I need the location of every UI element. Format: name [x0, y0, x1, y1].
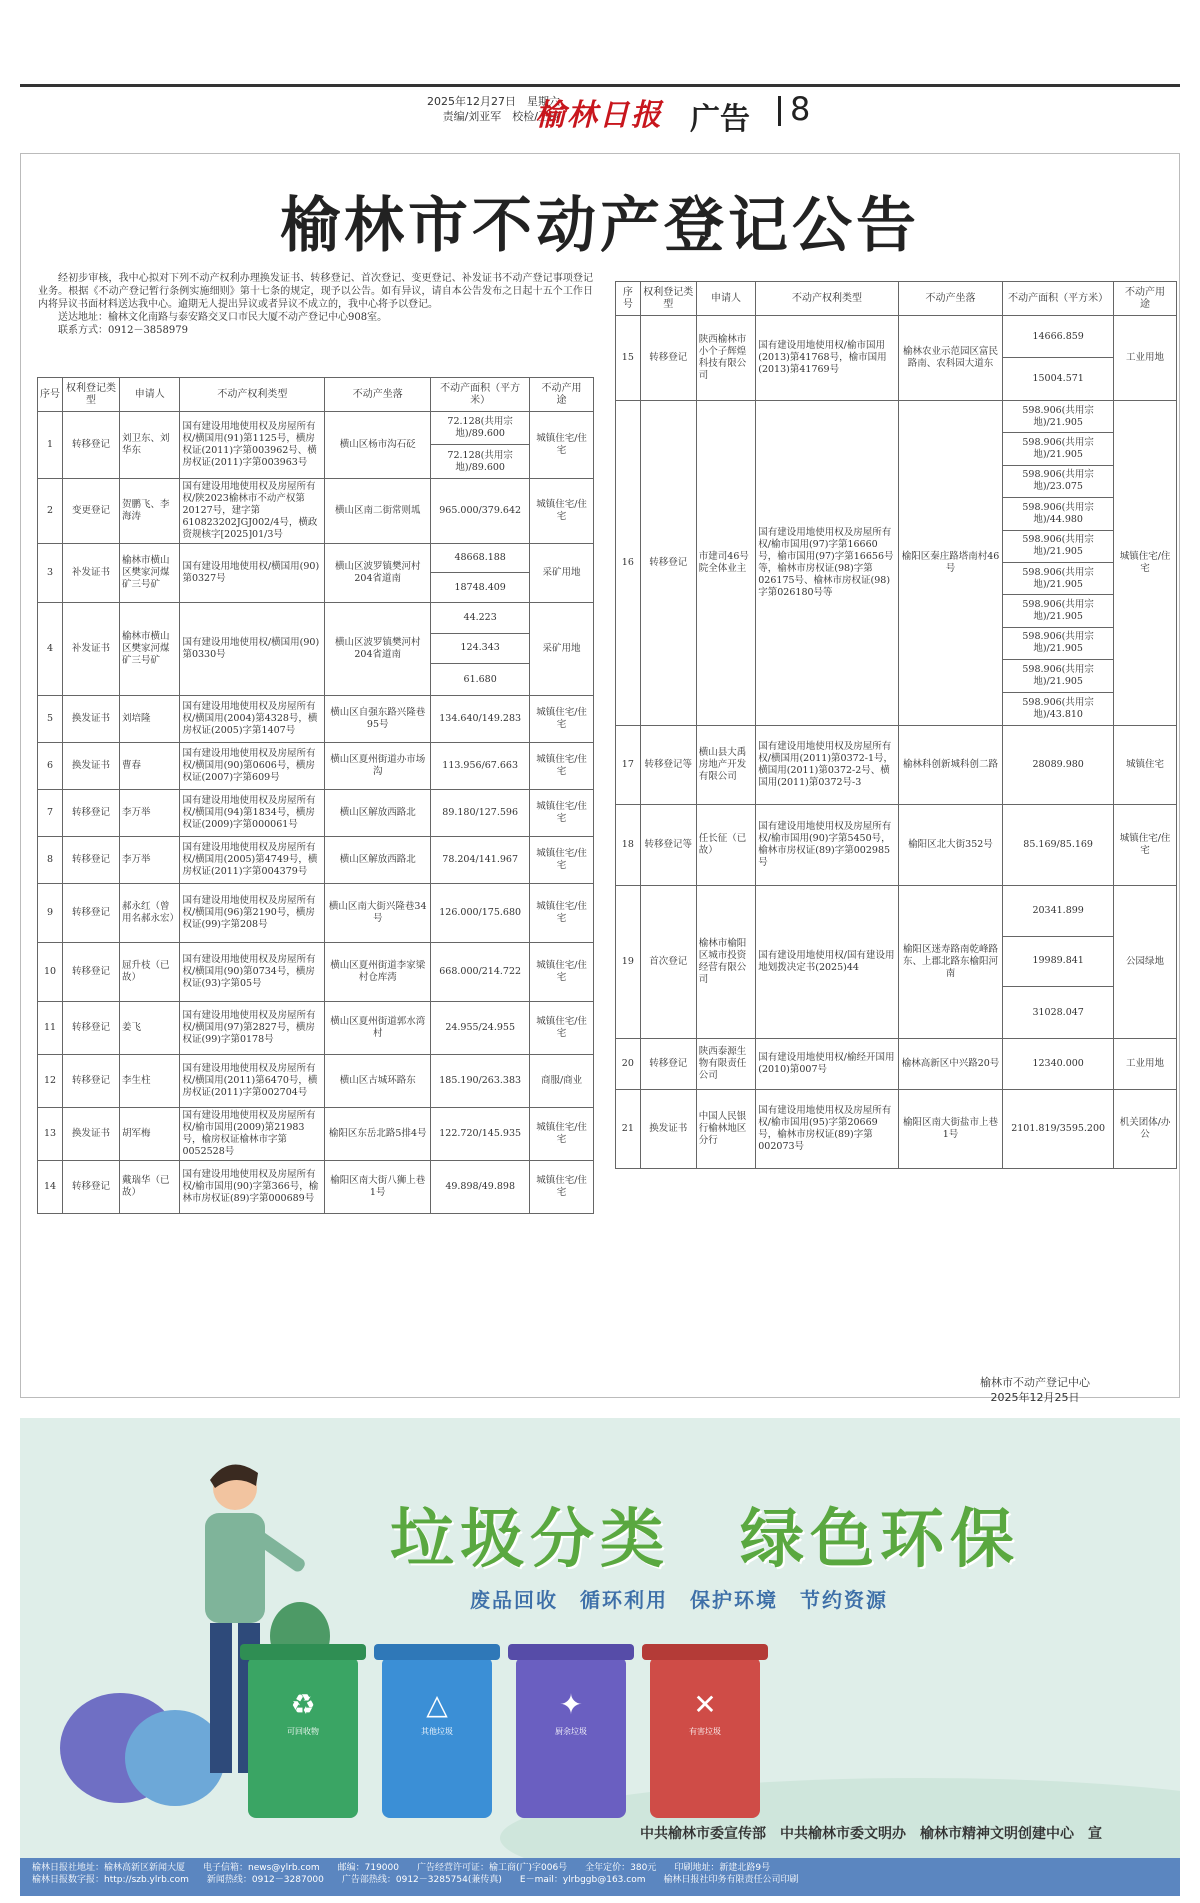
property-use: 城镇住宅/住宅 — [530, 742, 594, 789]
intro-contact: 联系方式：0912－3858979 — [58, 325, 188, 336]
right-type: 国有建设用地使用权及房屋所有权/横国用(94)第1834号，横房权证(2009)字第000061号 — [180, 789, 325, 836]
area-value: 24.955/24.955 — [445, 1021, 515, 1033]
registration-type: 转移登记 — [63, 789, 120, 836]
section-name: 广告 — [690, 102, 750, 137]
right-type: 国有建设用地使用权及房屋所有权/榆市国用(95)字第20669号，榆林市房权证(89)字第002073号 — [756, 1089, 899, 1168]
row-number: 5 — [38, 695, 63, 742]
applicant: 榆林市横山区樊家河煤矿三号矿 — [120, 544, 180, 603]
property-use: 城镇住宅/住宅 — [1114, 804, 1177, 885]
property-use: 城镇住宅/住宅 — [530, 883, 594, 942]
area-value: 18748.409 — [454, 581, 506, 593]
applicant: 李生柱 — [120, 1054, 180, 1107]
registration-type: 补发证书 — [63, 603, 120, 696]
table-row — [616, 804, 1177, 885]
row-number: 1 — [38, 412, 63, 479]
footer-line-1: 榆林日报社地址：榆林高新区新闻大厦 电子信箱：news@ylrb.com 邮编：719000 广告经营许可证：榆工商(广)字006号 全年定价：380元 印刷地址：新建北路9号 — [32, 1863, 771, 1873]
row-number: 17 — [616, 725, 641, 804]
page-number: 8 — [790, 90, 811, 128]
recycle-icon: ♻ — [290, 1688, 316, 1721]
applicant: 市建司46号院全体业主 — [696, 401, 755, 726]
top-rule — [20, 84, 1180, 87]
area-cell — [431, 742, 530, 789]
area-value: 12340.000 — [1032, 1057, 1084, 1069]
property-location: 横山区南大街兴隆巷34号 — [325, 883, 431, 942]
area-cell — [1003, 1038, 1114, 1089]
registration-type: 换发证书 — [63, 695, 120, 742]
registration-type: 换发证书 — [63, 742, 120, 789]
applicant: 中国人民银行榆林地区分行 — [696, 1089, 755, 1168]
area-cell — [431, 544, 530, 603]
property-use: 采矿用地 — [530, 603, 594, 696]
table-row — [38, 883, 594, 942]
column-header: 不动产用 途 — [530, 378, 594, 412]
property-location: 横山区南二街常则坬 — [325, 479, 431, 544]
applicant: 屈升枝（已故） — [120, 942, 180, 1001]
notice-title: 榆林市不动产登记公告 — [280, 191, 920, 261]
right-type: 国有建设用地使用权及房屋所有权/陕2023榆林市不动产权第20127号，建字第610823202JGJ002/4号，横政资规核字[2025]01/3号 — [180, 479, 325, 544]
area-cell — [431, 1054, 530, 1107]
area-value: 48668.188 — [431, 544, 529, 573]
table-row — [616, 401, 1177, 726]
newspaper-logo: 榆林日报 — [535, 98, 663, 133]
property-location: 榆阳区南大街八狮上巷1号 — [325, 1160, 431, 1213]
area-value: 122.720/145.935 — [439, 1127, 522, 1139]
area-value: 78.204/141.967 — [442, 853, 519, 865]
column-header: 不动产用 途 — [1114, 282, 1177, 316]
property-use: 城镇住宅/住宅 — [530, 789, 594, 836]
header-editor: 责编/刘亚军 校检/王涛 — [442, 110, 560, 123]
registration-type: 转移登记 — [63, 1001, 120, 1054]
area-cell — [431, 1160, 530, 1213]
area-value: 89.180/127.596 — [442, 806, 519, 818]
area-value: 598.906(共用宗地)/21.905 — [1003, 595, 1113, 627]
property-use: 机关团体/办公 — [1114, 1089, 1177, 1168]
area-value: 598.906(共用宗地)/44.980 — [1003, 498, 1113, 530]
registration-type: 转移登记 — [63, 412, 120, 479]
column-header: 权利登记类型 — [63, 378, 120, 412]
applicant: 姜飞 — [120, 1001, 180, 1054]
area-value: 28089.980 — [1032, 758, 1084, 770]
table-row — [38, 742, 594, 789]
property-use: 城镇住宅/住宅 — [530, 1001, 594, 1054]
area-value: 61.680 — [463, 673, 497, 685]
property-use: 城镇住宅/住宅 — [530, 1107, 594, 1160]
table-row — [38, 544, 594, 603]
area-cell — [431, 695, 530, 742]
applicant: 任长征（已故） — [696, 804, 755, 885]
area-cell — [431, 883, 530, 942]
registration-type: 换发证书 — [63, 1107, 120, 1160]
registry-table-left — [37, 377, 594, 1214]
area-value: 72.128(共用宗地)/89.600 — [431, 412, 529, 445]
applicant: 陕西泰源生物有限责任公司 — [696, 1038, 755, 1089]
other-waste-bin — [382, 1658, 492, 1818]
bin-label: 其他垃圾 — [421, 1727, 453, 1736]
applicant: 榆林市榆阳区城市投资经营有限公司 — [696, 885, 755, 1038]
bin-lid — [374, 1644, 500, 1660]
right-type: 国有建设用地使用权/横国用(90)第0330号 — [180, 603, 325, 696]
applicant: 刘培隆 — [120, 695, 180, 742]
area-value: 668.000/214.722 — [439, 965, 522, 977]
property-use: 城镇住宅/住宅 — [1114, 401, 1177, 726]
area-value: 14666.859 — [1003, 316, 1113, 358]
area-value: 598.906(共用宗地)/43.810 — [1022, 696, 1094, 720]
property-location: 横山区古城环路东 — [325, 1054, 431, 1107]
right-type: 国有建设用地使用权及房屋所有权/横国用(90)第0734号，横房权证(93)字第05号 — [180, 942, 325, 1001]
column-header: 序号 — [38, 378, 63, 412]
applicant: 曹春 — [120, 742, 180, 789]
registration-type: 变更登记 — [63, 479, 120, 544]
table-row — [616, 885, 1177, 1038]
row-number: 20 — [616, 1038, 641, 1089]
column-header: 不动产坐落 — [898, 282, 1002, 316]
property-use: 城镇住宅/住宅 — [530, 412, 594, 479]
header-divider — [778, 96, 781, 126]
area-cell — [1003, 401, 1114, 726]
area-cell — [1003, 885, 1114, 1038]
applicant: 贺鹏飞、李海涛 — [120, 479, 180, 544]
right-type: 国有建设用地使用权及房屋所有权/横国用(91)第1125号，横房权证(2011)字第003962号、横房权证(2011)字第003963号 — [180, 412, 325, 479]
area-value: 85.169/85.169 — [1023, 838, 1093, 850]
ad-sponsors: 中共榆林市委宣传部 中共榆林市委文明办 榆林市精神文明创建中心 宣 — [640, 1826, 1102, 1842]
registration-type: 转移登记 — [63, 942, 120, 1001]
table-row — [38, 942, 594, 1001]
area-cell — [1003, 1089, 1114, 1168]
area-value: 44.223 — [431, 603, 529, 634]
area-value: 598.906(共用宗地)/21.905 — [1003, 563, 1113, 595]
property-location: 横山区夏州街道李家梁村仓库湾 — [325, 942, 431, 1001]
property-location: 横山区夏州街道郭水湾村 — [325, 1001, 431, 1054]
property-use: 城镇住宅/住宅 — [530, 942, 594, 1001]
row-number: 8 — [38, 836, 63, 883]
footer-line-2: 榆林日报数字报：http://szb.ylrb.com 新闻热线：0912－3287000 广告部热线：0912－3285754(兼传真) E－mail：ylrbggb@163.com 榆林日报社印务有限责任公司印刷 — [32, 1875, 799, 1885]
fish-bone-icon: ✦ — [559, 1688, 583, 1721]
column-header: 不动产面积（平方米） — [1003, 282, 1114, 316]
applicant: 李万举 — [120, 789, 180, 836]
applicant: 李万举 — [120, 836, 180, 883]
row-number: 18 — [616, 804, 641, 885]
table-row — [38, 479, 594, 544]
ad-headline: 垃圾分类 绿色环保 — [390, 1503, 1020, 1577]
area-value: 31028.047 — [1032, 1006, 1084, 1018]
row-number: 10 — [38, 942, 63, 1001]
property-use: 工业用地 — [1114, 1038, 1177, 1089]
right-type: 国有建设用地使用权及房屋所有权/横国用(2011)第6470号，横房权证(2011)字第002704号 — [180, 1054, 325, 1107]
table-row — [38, 412, 594, 479]
area-cell — [431, 412, 530, 479]
applicant: 榆林市横山区樊家河煤矿三号矿 — [120, 603, 180, 696]
property-use: 商服/商业 — [530, 1054, 594, 1107]
notice-signature — [930, 1375, 1140, 1405]
area-cell — [431, 479, 530, 544]
page-header — [20, 90, 1180, 137]
applicant: 郝永红（曾用名郝永宏） — [120, 883, 180, 942]
registration-type: 转移登记 — [63, 1160, 120, 1213]
row-number: 21 — [616, 1089, 641, 1168]
row-number: 19 — [616, 885, 641, 1038]
property-use: 城镇住宅/住宅 — [530, 479, 594, 544]
right-type: 国有建设用地使用权/国有建设用地划拨决定书(2025)44 — [756, 885, 899, 1038]
property-location: 横山区杨市沟石砭 — [325, 412, 431, 479]
row-number: 14 — [38, 1160, 63, 1213]
applicant: 胡军梅 — [120, 1107, 180, 1160]
table-row — [616, 1038, 1177, 1089]
column-header: 申请人 — [696, 282, 755, 316]
property-location: 横山区自强东路兴隆巷95号 — [325, 695, 431, 742]
property-use: 工业用地 — [1114, 316, 1177, 401]
area-value: 598.906(共用宗地)/21.905 — [1003, 628, 1113, 660]
signature-date: 2025年12月25日 — [990, 1391, 1080, 1404]
property-location: 榆阳区南大街盐市上巷1号 — [898, 1089, 1002, 1168]
table-row — [38, 1001, 594, 1054]
column-header: 不动产坐落 — [325, 378, 431, 412]
property-location: 横山区波罗镇樊河村204省道南 — [325, 603, 431, 696]
area-value: 15004.571 — [1032, 373, 1084, 384]
bin-lid — [508, 1644, 634, 1660]
column-header: 序号 — [616, 282, 641, 316]
table-header-row — [38, 378, 594, 412]
area-cell — [431, 942, 530, 1001]
property-location: 榆林高新区中兴路20号 — [898, 1038, 1002, 1089]
applicant: 横山县大禹房地产开发有限公司 — [696, 725, 755, 804]
public-service-ad — [20, 1418, 1180, 1858]
area-value: 134.640/149.283 — [439, 712, 522, 724]
registration-type: 转移登记 — [640, 1038, 696, 1089]
property-location: 榆阳区东岳北路5排4号 — [325, 1107, 431, 1160]
area-value: 2101.819/3595.200 — [1011, 1122, 1106, 1134]
right-type: 国有建设用地使用权/榆经开国用(2010)第007号 — [756, 1038, 899, 1089]
property-location: 横山区夏州街道办市场沟 — [325, 742, 431, 789]
bin-label: 可回收物 — [287, 1727, 319, 1736]
column-header: 申请人 — [120, 378, 180, 412]
right-type: 国有建设用地使用权/榆市国用(2013)第41768号，榆市国用(2013)第41769号 — [756, 316, 899, 401]
table-row — [38, 836, 594, 883]
row-number: 3 — [38, 544, 63, 603]
other-waste-icon: △ — [426, 1688, 448, 1721]
right-type: 国有建设用地使用权及房屋所有权/横国用(97)第2827号，横房权证(99)字第0178号 — [180, 1001, 325, 1054]
area-value: 20341.899 — [1003, 886, 1113, 937]
table-row — [38, 603, 594, 696]
recyclable-bin — [248, 1658, 358, 1818]
registration-type: 补发证书 — [63, 544, 120, 603]
property-location: 横山区解放西路北 — [325, 789, 431, 836]
property-use: 公园绿地 — [1114, 885, 1177, 1038]
header-meta — [370, 94, 560, 124]
applicant: 戴瑞华（已故） — [120, 1160, 180, 1213]
column-header: 不动产权利类型 — [756, 282, 899, 316]
row-number: 7 — [38, 789, 63, 836]
bin-lid — [642, 1644, 768, 1660]
area-value: 598.906(共用宗地)/21.905 — [1003, 401, 1113, 433]
row-number: 15 — [616, 316, 641, 401]
right-type: 国有建设用地使用权及房屋所有权/榆市国用(90)字第366号，榆林市房权证(89)字第000689号 — [180, 1160, 325, 1213]
area-cell — [431, 836, 530, 883]
area-value: 113.956/67.663 — [442, 759, 519, 771]
property-location: 横山区解放西路北 — [325, 836, 431, 883]
signature-org: 榆林市不动产登记中心 — [980, 1376, 1090, 1389]
page-footer — [20, 1858, 1180, 1896]
area-cell — [431, 603, 530, 696]
registry-table-right — [615, 281, 1177, 1169]
registration-type: 转移登记 — [640, 401, 696, 726]
row-number: 11 — [38, 1001, 63, 1054]
property-location: 榆阳区北大街352号 — [898, 804, 1002, 885]
right-type: 国有建设用地使用权及房屋所有权/横国用(90)第0606号，横房权证(2007)字第609号 — [180, 742, 325, 789]
row-number: 2 — [38, 479, 63, 544]
area-value: 598.906(共用宗地)/21.905 — [1003, 660, 1113, 692]
row-number: 12 — [38, 1054, 63, 1107]
property-location: 榆阳区迷寿路南乾峰路东、上郡北路东榆阳河南 — [898, 885, 1002, 1038]
intro-paragraph: 经初步审核，我中心拟对下列不动产权利办理换发证书、转移登记、首次登记、变更登记、补发证书不动产登记事项登记业务。根据《不动产登记暂行条例实施细则》第十七条的规定，现予以公告。如有异议，请自本公告发布之日起十五个工作日内将异议书面材料送达我中心。逾期无人提出异议或者异议不成立的，我中心将予以登记。 — [38, 273, 593, 310]
right-type: 国有建设用地使用权及房屋所有权/横国用(96)第2190号，横房权证(99)字第208号 — [180, 883, 325, 942]
right-type: 国有建设用地使用权及房屋所有权/榆市国用(97)字第16660号，榆市国用(97)字第16656号等，榆林市房权证(98)字第026175号、榆林市房权证(98)字第026180号等 — [756, 401, 899, 726]
area-cell — [1003, 316, 1114, 401]
property-location: 榆林农业示范园区富民路南、农科园大道东 — [898, 316, 1002, 401]
bin-label: 有害垃圾 — [689, 1727, 721, 1736]
row-number: 6 — [38, 742, 63, 789]
header-date: 2025年12月27日 星期六 — [427, 95, 560, 108]
hazard-icon: ✕ — [693, 1688, 717, 1721]
area-value: 49.898/49.898 — [445, 1180, 515, 1192]
table-row — [616, 316, 1177, 401]
table-row — [38, 1054, 594, 1107]
area-cell — [431, 1001, 530, 1054]
right-type: 国有建设用地使用权及房屋所有权/横国用(2004)第4328号，横房权证(2005)字第1407号 — [180, 695, 325, 742]
registration-type: 转移登记 — [63, 1054, 120, 1107]
area-value: 598.906(共用宗地)/23.075 — [1003, 466, 1113, 498]
row-number: 16 — [616, 401, 641, 726]
hazardous-waste-bin — [650, 1658, 760, 1818]
table-row — [616, 1089, 1177, 1168]
property-use: 城镇住宅/住宅 — [530, 1160, 594, 1213]
bin-lid — [240, 1644, 366, 1660]
area-value: 965.000/379.642 — [439, 505, 522, 516]
row-number: 13 — [38, 1107, 63, 1160]
right-type: 国有建设用地使用权及房屋所有权/横国用(2011)第0372-1号，横国用(2011)第0372-2号、横国用(2011)第0372号-3 — [756, 725, 899, 804]
registration-type: 首次登记 — [640, 885, 696, 1038]
area-cell — [1003, 725, 1114, 804]
registration-type: 转移登记 — [63, 883, 120, 942]
registration-type: 转移登记 — [63, 836, 120, 883]
table-row — [38, 1160, 594, 1213]
table-header-row — [616, 282, 1177, 316]
property-location: 横山区波罗镇樊河村204省道南 — [325, 544, 431, 603]
table-row — [616, 725, 1177, 804]
ad-slogan: 废品回收 循环利用 保护环境 节约资源 — [470, 1588, 888, 1612]
table-row — [38, 789, 594, 836]
area-value: 185.190/263.383 — [439, 1074, 522, 1086]
kitchen-waste-bin — [516, 1658, 626, 1818]
registration-type: 转移登记等 — [640, 725, 696, 804]
area-value: 19989.841 — [1003, 937, 1113, 988]
row-number: 9 — [38, 883, 63, 942]
applicant: 刘卫东、刘华东 — [120, 412, 180, 479]
intro-address: 送达地址：榆林文化南路与泰安路交叉口市民大厦不动产登记中心908室。 — [58, 312, 388, 323]
table-row — [38, 1107, 594, 1160]
registration-type: 换发证书 — [640, 1089, 696, 1168]
applicant: 陕西榆林市小个子辉煌科技有限公司 — [696, 316, 755, 401]
property-use: 采矿用地 — [530, 544, 594, 603]
row-number: 4 — [38, 603, 63, 696]
area-value: 72.128(共用宗地)/89.600 — [447, 449, 513, 473]
registration-type: 转移登记 — [640, 316, 696, 401]
bin-label: 厨余垃圾 — [555, 1727, 587, 1736]
right-type: 国有建设用地使用权及房屋所有权/榆市国用(90)字第5450号，榆林市房权证(89)字第002985号 — [756, 804, 899, 885]
registration-type: 转移登记等 — [640, 804, 696, 885]
column-header: 不动产面积（平方米） — [431, 378, 530, 412]
property-use: 城镇住宅/住宅 — [530, 836, 594, 883]
area-value: 126.000/175.680 — [439, 906, 522, 918]
area-cell — [1003, 804, 1114, 885]
area-cell — [431, 789, 530, 836]
area-value: 124.343 — [431, 634, 529, 665]
right-type: 国有建设用地使用权及房屋所有权/榆市国用(2009)第21983号，榆房权证榆林市字第0052528号 — [180, 1107, 325, 1160]
column-header: 权利登记类型 — [640, 282, 696, 316]
area-value: 598.906(共用宗地)/21.905 — [1003, 433, 1113, 465]
right-type: 国有建设用地使用权及房屋所有权/横国用(2005)第4749号，横房权证(2011)字第004379号 — [180, 836, 325, 883]
property-use: 城镇住宅/住宅 — [530, 695, 594, 742]
property-location: 榆林科创新城科创二路 — [898, 725, 1002, 804]
area-value: 598.906(共用宗地)/21.905 — [1003, 531, 1113, 563]
area-cell — [431, 1107, 530, 1160]
property-use: 城镇住宅 — [1114, 725, 1177, 804]
column-header: 不动产权利类型 — [180, 378, 325, 412]
table-row — [38, 695, 594, 742]
right-type: 国有建设用地使用权/横国用(90)第0327号 — [180, 544, 325, 603]
notice-intro — [38, 272, 593, 337]
property-location: 榆阳区秦庄路塔南村46号 — [898, 401, 1002, 726]
